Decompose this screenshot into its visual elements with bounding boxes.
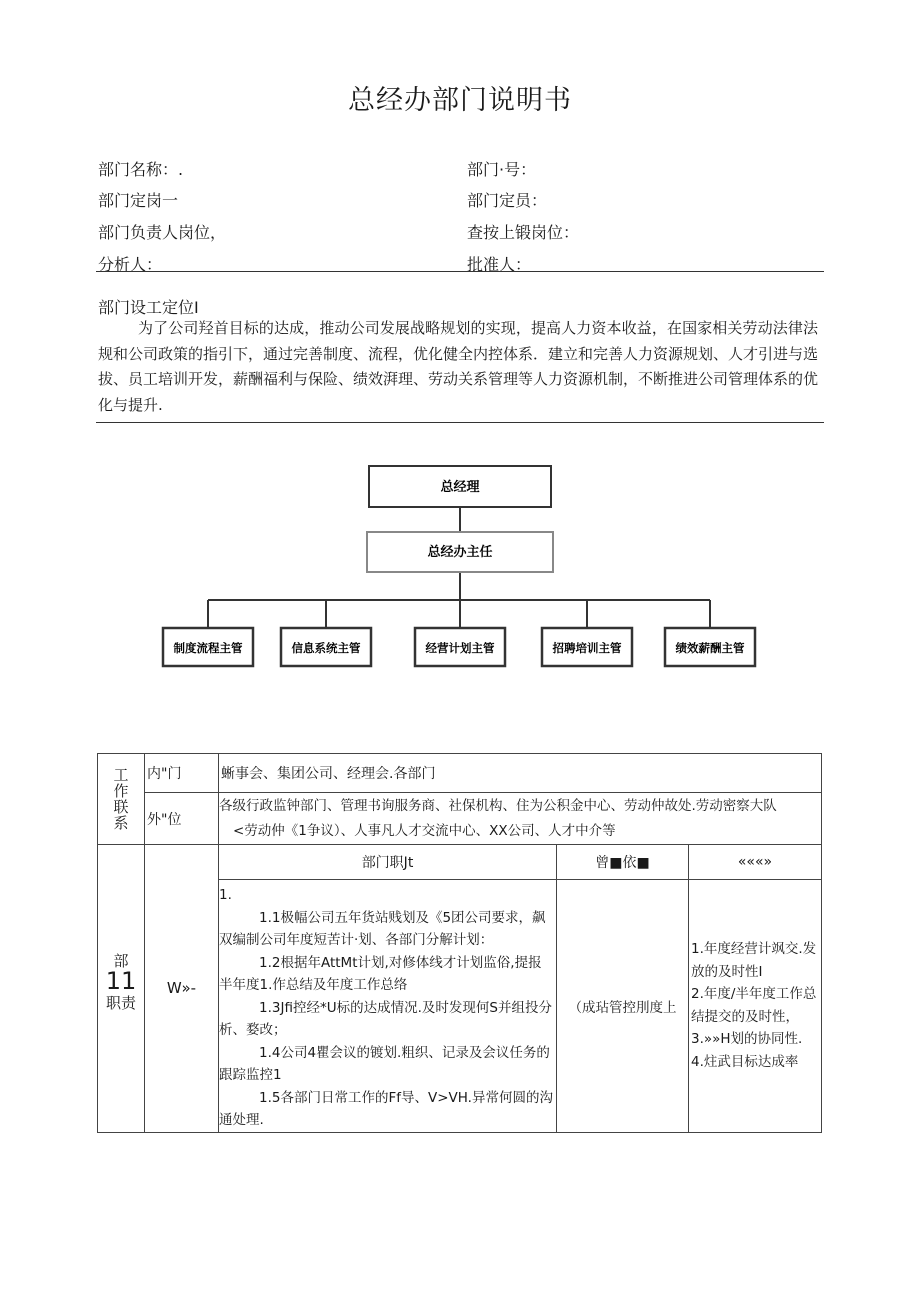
dept-head-label: 部门负责人岗位， [98,223,227,242]
approver-label: 批准人： [467,255,532,274]
kpi-item: 1.年度经营计飒交.发放的及时性I [691,941,817,980]
external-line-2: <劳动仲《1争议）、人事凡人才交流中心、XX公司、人才中介等 [233,822,616,839]
duty-label-top: 部 [113,952,129,970]
duty-label-number: 11 [105,967,137,995]
external-cell [219,793,822,845]
duty-label-bottom: 职责 [105,994,136,1012]
superior-post-label: 查按上锻岗位： [467,223,580,242]
org-node-director [367,532,553,572]
col-header-basis: 曾■依■ [557,845,689,880]
org-node-child-3-label: 经营计划主管 [425,641,495,655]
document-title: 总经办部门说明书 [348,85,572,116]
internal-label: 内"门 [145,754,219,793]
org-node-child-2 [281,628,371,666]
external-label: 外"位 [145,793,219,845]
duty-item: 1.4公司4瞿会议的镀划.粗织、记录及会议任务的跟踪监控1 [219,1044,550,1083]
external-line-1: 各级行政监钟部门、管理书询服务商、社保机构、住为公积金中心、劳动仲故处.劳动密察大队 [219,797,777,814]
analyst-label: 分析人： [98,255,163,274]
col-header-kpi: «««» [689,845,822,880]
dept-number-label: 部门·号： [467,160,537,179]
internal-text: 蜥事会、集团公司、经理会.各部门 [219,754,822,793]
positioning-heading: 部门设工定位I [98,298,199,317]
duty-sub-label: W»- [145,845,219,1133]
kpi-cell [689,880,822,1133]
org-node-director-label: 总经办主任 [427,545,493,560]
kpi-item: 3.»»H划的协同性. [691,1031,803,1048]
org-node-child-4-label: 招聘培训主管 [552,641,622,655]
dept-posts-label: 部门定岗一 [98,191,179,210]
col-header-duties: 部门职Jt [219,845,557,880]
kpi-item: 2.年度/半年度工作总结提交的及时性， [691,986,817,1025]
duty-label-cell [98,845,145,1133]
org-node-ceo-label: 总经理 [440,480,480,495]
org-node-child-4 [542,628,632,666]
org-node-child-1 [163,628,253,666]
duty-item: 1.1极幅公司五年货站贱划及《5团公司要求，飙双编制公司年度短苦计·划、各部门分解计划： [219,909,546,948]
department-table [97,753,822,1133]
org-node-child-1-label: 制度流程主管 [173,641,243,655]
org-node-child-3 [415,628,505,666]
dept-staff-label: 部门定员： [467,191,548,210]
duty-item: 1.5各部门日常工作的Ff导、V>VH.异常何圆的沟通处理. [219,1089,553,1128]
work-relation-label-cell [98,754,145,845]
org-node-child-5-label: 绩效薪酬主管 [675,641,745,655]
duty-number: 1. [219,887,232,903]
kpi-item: 4.炷武目标达成率 [691,1053,799,1070]
duty-item: 1.3Jfi控经*U标的达成情况.及时发现何S并组投分析、婺改； [219,999,552,1038]
org-node-child-5 [665,628,755,666]
org-node-ceo [369,466,551,507]
duty-item: 1.2根据年AttMt计划,对修体线才计划监俗,提报半年度1.作总结及年度工作总络 [219,954,542,993]
dept-name-label: 部门名称：. [98,160,184,179]
positioning-text: 为了公司羟首目标的达成，推动公司发展战略规划的实现，提高人力资本收益，在国家相关劳动法律法规和公司政策的指引下，通过完善制度、流程，优化健全内控体系．建立和完善人力资源规划、人才引进与选拔、员工培训开发，薪酬福利与保险、绩效湃理、劳动关系管理等人力资源机制，不断推进公司管理体系的优化与提升. [98,319,819,414]
duty-content-cell [219,880,557,1133]
work-relation-label: 工作联系 [113,766,129,832]
org-node-child-2-label: 信息系统主管 [291,641,361,655]
basis-text: （成玷管控刖度上 [557,880,689,1133]
